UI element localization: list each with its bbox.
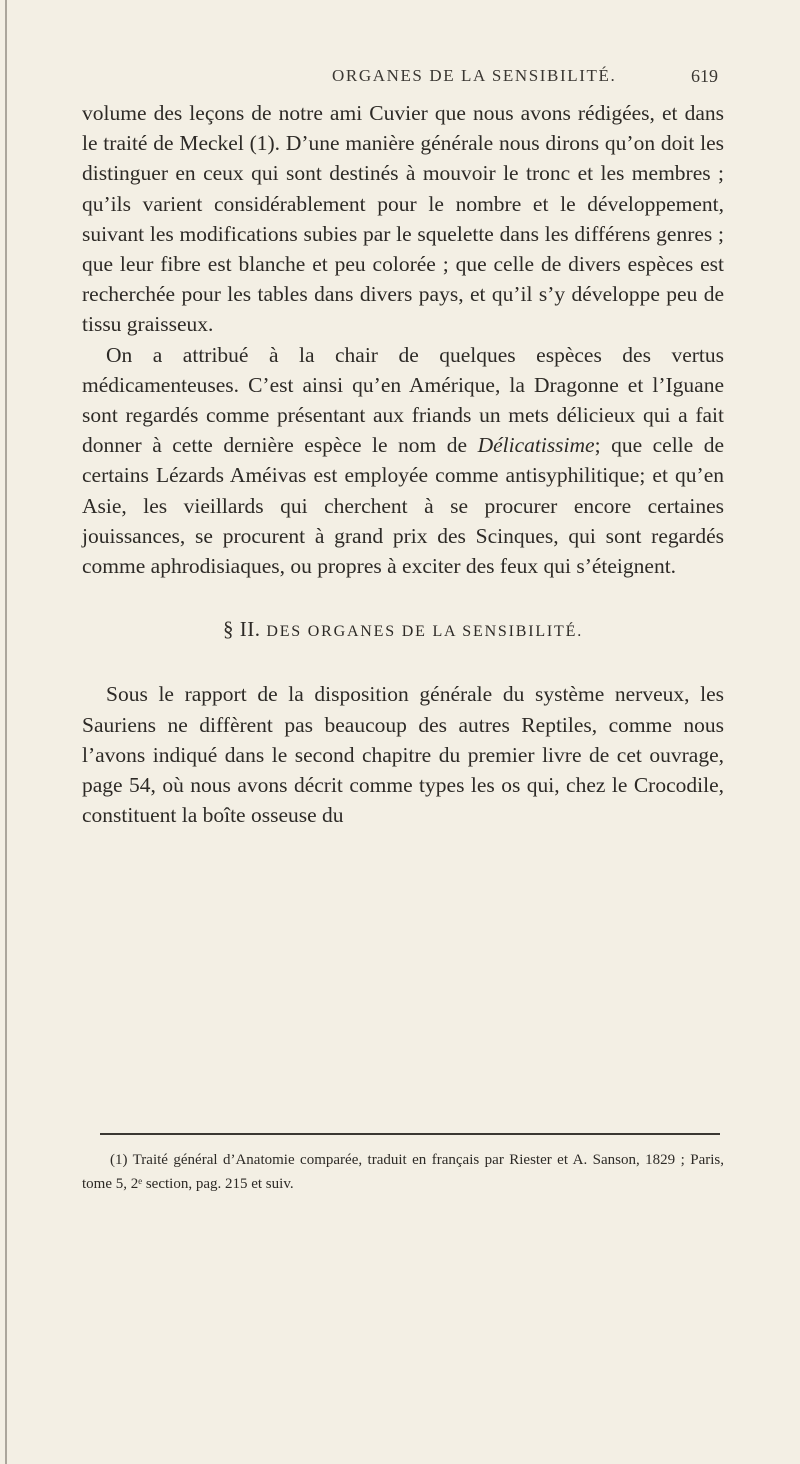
paragraph-3: Sous le rapport de la disposition générale du système nerveux, les Sauriens ne diffèrent pas beaucoup des autres Reptiles, comme nous l’avons indiqué dans le second chapitre du premier livre de cet ouvrage, page 54, où nous avons décrit comme types les os qui, chez le Crocodile, constituent la boîte osseuse du [82, 682, 724, 828]
section-number: II. [239, 617, 261, 642]
running-title: ORGANES DE LA SENSIBILITÉ. [332, 66, 617, 85]
paragraph-1: volume des leçons de notre ami Cuvier que nous avons rédigées, et dans le traité de Meckel (1). D’une manière générale nous dirons qu’on doit les distinguer en ceux qui sont destinés à mouvoir le tronc et les membres ; qu’ils varient considérablement pour le nombre et le développement, suivant les modifications subies par le squelette dans les différens genres ; que leur fibre est blanche et peu colorée ; que celle de divers espèces est recherchée pour les tables dans divers pays, et qu’il s’y développe peu de tissu graisseux. [82, 101, 724, 337]
page-number: 619 [691, 66, 718, 86]
section-symbol: § [222, 617, 234, 642]
footnote-text: (1) Traité général d’Anatomie comparée, traduit en français par Riester et A. Sanson, 1829 ; Paris, tome 5, 2ᵉ section, pag. 215 et suiv. [82, 1152, 724, 1192]
footnote-rule [100, 1133, 720, 1135]
section-title: DES ORGANES DE LA SENSIBILITÉ. [266, 623, 584, 641]
paragraph-2-end: ; que celle de certains Lézards Améivas est employée comme antisyphilitique; et qu’en Asie, les vieillards qui cherchent à se procurer encore certaines jouissances, se procurent à grand prix des Scinques, qui sont regardés comme aphrodisiaques, ou propres à exciter des feux qui s’éteignent. [82, 433, 724, 579]
paragraph-2 [82, 340, 724, 582]
footnote [82, 1148, 724, 1196]
section-heading [82, 614, 724, 647]
italic-term: Délicatissime [477, 433, 595, 458]
page-edge-line [5, 0, 7, 1464]
body-text [82, 98, 724, 830]
paragraph-2-start: On a attribué à la chair de quelques espèces des vertus médicamenteuses. C’est ainsi qu’en Amérique, la Dragonne et l’Iguane sont regardés comme présentant aux friands un mets délicieux qui a fait donner à cette dernière espèce le nom de [82, 342, 724, 458]
running-head [82, 66, 722, 90]
